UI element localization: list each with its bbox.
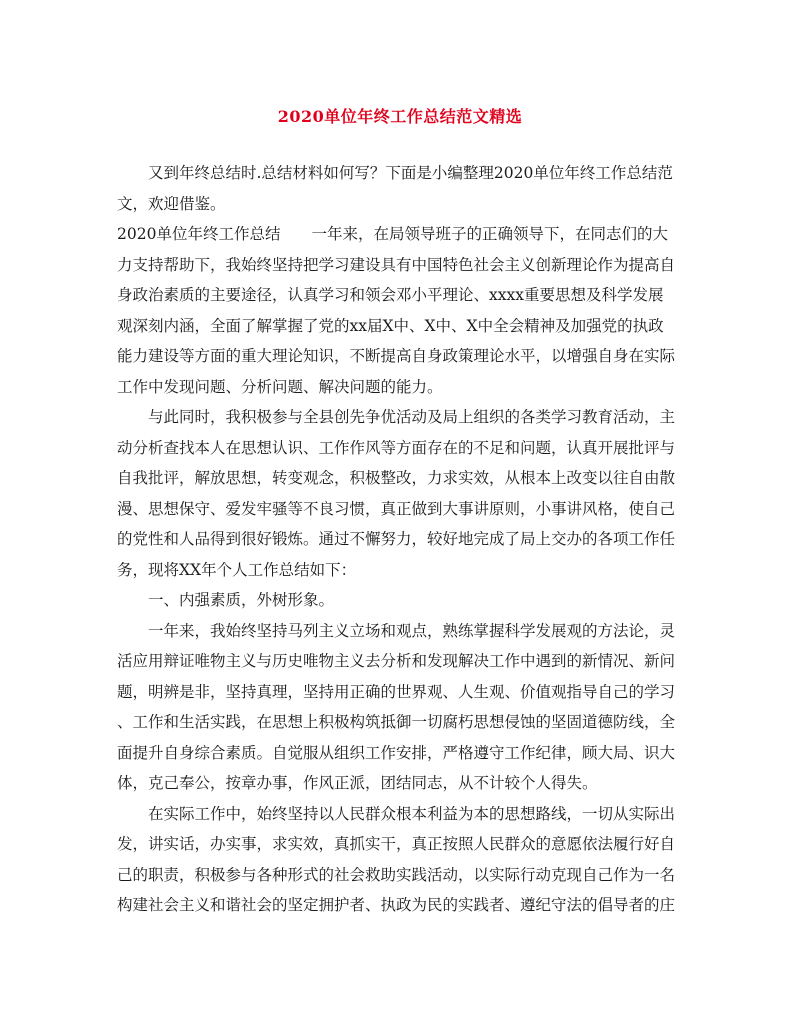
text-line: 体，克己奉公，按章办事，作风正派，团结同志，从不计较个人得失。	[117, 774, 598, 792]
text-line: 漫、思想保守、爱发牢骚等不良习惯，真正做到大事讲原则，小事讲风格，使自己	[117, 499, 676, 518]
text-line: 一、内强素质，外树形象。	[148, 591, 335, 609]
text-line: 身政治素质的主要途径，认真学习和领会邓小平理论、xxxx重要思想及科学发展	[117, 286, 664, 304]
text-line: 一年来，我始终坚持马列主义立场和观点，熟练掌握科学发展观的方法论，灵	[148, 621, 676, 640]
text-line: 构建社会主义和谐社会的坚定拥护者、执政为民的实践者、遵纪守法的倡导者的庄	[117, 896, 676, 914]
text-line: 动分析查找本人在思想认识、工作作风等方面存在的不足和问题，认真开展批评与	[117, 438, 676, 457]
text-line: 自我批评，解放思想，转变观念，积极整改，力求实效，从根本上改变以往自由散	[117, 469, 676, 487]
text-line: 己的职责，积极参与各种形式的社会救助实践活动，以实际行动克现自己作为一名	[117, 865, 676, 884]
text-line: 、工作和生活实践，在思想上积极构筑抵御一切腐朽思想侵蚀的坚固道德防线，全	[117, 713, 676, 731]
text-line: 活应用辩证唯物主义与历史唯物主义去分析和发现解决工作中遇到的新情况、新问	[117, 652, 676, 670]
text-line: 工作中发现问题、分析问题、解决问题的能力。	[117, 377, 443, 396]
document-body	[117, 158, 687, 921]
text-line: 的党性和人品得到很好锻炼。通过不懈努力，较好地完成了局上交办的各项工作任	[117, 530, 676, 548]
text-line: 观深刻内涵，全面了解掌握了党的xx届X中、X中、X中全会精神及加强党的执政	[117, 316, 664, 335]
text-line: 发，讲实话，办实事，求实效，真抓实干，真正按照人民群众的意愿依法履行好自	[117, 835, 676, 853]
text-line: 务，现将XX年个人工作总结如下：	[117, 560, 357, 579]
text-line: 文，欢迎借鉴。	[117, 194, 226, 213]
text-line: 又到年终总结时.总结材料如何写？下面是小编整理2020单位年终工作总结范	[148, 164, 673, 182]
text-line: 2020单位年终工作总结 一年来，在局领导班子的正确领导下，在同志们的大	[117, 225, 668, 243]
text-line: 在实际工作中，始终坚持以人民群众根本利益为本的思想路线，一切从实际出	[148, 804, 676, 823]
text-line: 题，明辨是非，坚持真理，坚持用正确的世界观、人生观、价值观指导自己的学习	[117, 682, 676, 701]
document-title: 2020单位年终工作总结范文精选	[277, 107, 523, 126]
text-line: 力支持帮助下，我始终坚持把学习建设具有中国特色社会主义创新理论作为提高自	[117, 255, 676, 274]
text-line: 能力建设等方面的重大理论知识，不断提高自身政策理论水平，以增强自身在实际	[117, 347, 676, 365]
text-line: 面提升自身综合素质。自觉服从组织工作安排，严格遵守工作纪律，顾大局、识大	[117, 743, 676, 762]
text-line: 与此同时，我积极参与全县创先争优活动及局上组织的各类学习教育活动，主	[148, 408, 676, 426]
